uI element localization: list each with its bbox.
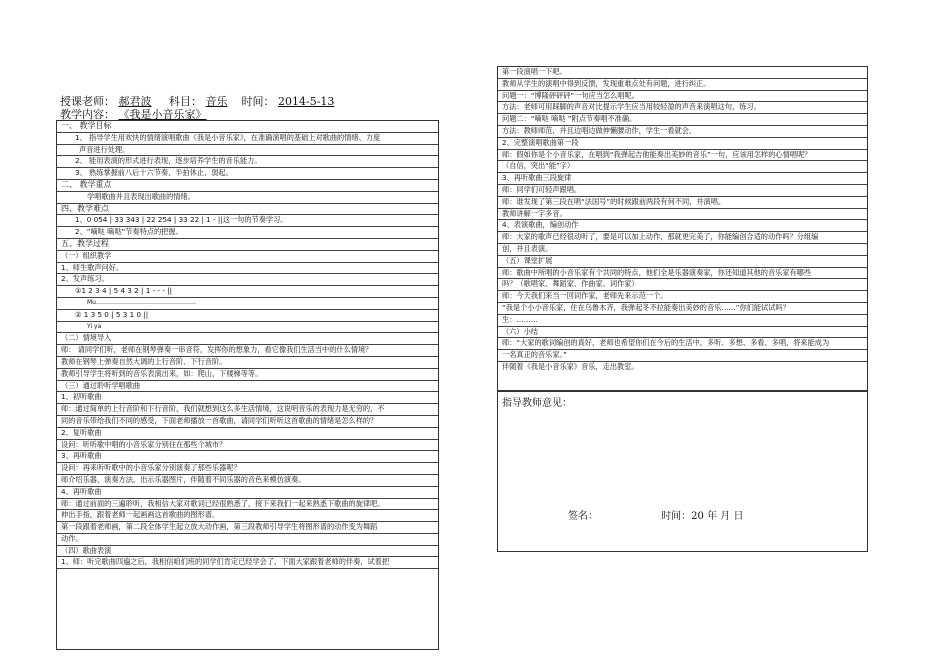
- table-row: 声音进行处理。: [57, 145, 438, 157]
- table-row: 师：同学们可轻声跟唱。: [498, 185, 867, 197]
- table-row: 教师从学生的演唱中得到反馈，发现重难点处有问题，进行纠正。: [498, 79, 867, 91]
- table-row: 同的音乐带给我们不同的感受，下面老师播放一首歌曲，请同学们听听这首歌曲的情绪是怎么样的？: [57, 416, 438, 428]
- table-row: 3、 熟练掌握前八后十六节奏、半拍休止、弱起。: [57, 168, 438, 180]
- table-row: 3、再听歌曲: [57, 451, 438, 463]
- table-row: 师：今天我们来当一回词作家，老师先来示范一个。: [498, 291, 867, 303]
- table-row: 师：通过简单的上行音阶和下行音阶，我们就想到这么多生活情境，这说明音乐的表现力是无穷的，不: [57, 404, 438, 416]
- table-row: 学唱歌曲并且表现出歌曲的情绪。: [57, 192, 438, 204]
- table-row: 一名真正的音乐家。”: [498, 350, 867, 362]
- table-row: （三）通过聆听学唱歌曲: [57, 381, 438, 393]
- signature-label: 签名：: [568, 511, 598, 522]
- table-row: 师：歌曲中所唱的小音乐家有个共同的特点，他们全是乐器演奏家，你还知道其他的音乐家有哪些: [498, 268, 867, 280]
- table-row: 师介绍乐器，演奏方法。出示乐器图片，伴随着不同乐器的音色来模仿演奏。: [57, 475, 438, 487]
- content-label: 教学内容：: [60, 108, 115, 121]
- table-row: 师：谁发现了第三段在唱“法国号”的时候跟前两段有何不同，并演唱。: [498, 197, 867, 209]
- table-row: 教师在钢琴上弹奏自然大调的上行音阶、下行音阶。: [57, 357, 438, 369]
- table-row: 四、教学难点: [57, 204, 438, 216]
- table-row: 1、师生歌声问好。: [57, 263, 438, 275]
- table-row: 1、0 054 | 33 343 | 22 254 | 33 22 | 1 - ||这一句的节奏学习。: [57, 215, 438, 227]
- table-row: 师：“大家的歌词编创的真好，老师也希望你们在今后的生活中，多听、多想、多看、多唱，将来能成为: [498, 338, 867, 350]
- table-row: 4、再听歌曲: [57, 487, 438, 499]
- table-row: 2、 能用表演的形式进行表现，逐步培养学生的音乐能力。: [57, 156, 438, 168]
- table-row: （六）小结: [498, 327, 867, 339]
- table-row: “我是个小小音乐家，住在乌鲁木齐，我弹起冬不拉能奏出美妙的音乐……”你们能试试吗？: [498, 303, 867, 315]
- date-value: 2014-5-13: [277, 95, 335, 108]
- table-row: 1、师：听完歌曲四遍之后，我相信咱们班的同学们肯定已经学会了，下面大家跟着老师的伴奏，试着把: [57, 557, 438, 569]
- table-row: 第一段跟着老师画，第二段全体学生起立放大动作画，第三段教师引导学生将图形谱的动作变为舞蹈: [57, 522, 438, 534]
- table-row: Yi ya: [57, 322, 438, 334]
- table-row: （五）课堂扩展: [498, 256, 867, 268]
- table-row: ①1 2 3 4 | 5 4 3 2 | 1 - - - ||: [57, 286, 438, 298]
- lesson-plan-right-table: [497, 66, 868, 391]
- advisor-opinion-title: 指导教师意见：: [502, 398, 572, 409]
- table-row: 1、初听歌曲: [57, 392, 438, 404]
- subject-label: 科目：: [168, 95, 202, 108]
- table-row: 生：………: [498, 315, 867, 327]
- table-row: 一、 教学目标: [57, 121, 438, 133]
- signature-line: [568, 507, 803, 522]
- header-line-1: [60, 95, 440, 108]
- table-row: 方法：老师可用踩脚的声音对比提示学生应当用较轻盈的声音来演唱这句，练习。: [498, 102, 867, 114]
- table-row: 吗？（歌唱家、舞蹈家、作曲家、词作家）: [498, 279, 867, 291]
- table-row: 动作。: [57, 534, 438, 546]
- table-row: 4、表演歌曲，编创动作: [498, 220, 867, 232]
- teacher-label: 授课老师：: [60, 95, 115, 108]
- table-row: 2、“嘀哒 嘀哒”节奏特点的把握。: [57, 227, 438, 239]
- table-row: （二）情境导入: [57, 333, 438, 345]
- table-row: （自信，突出“能”字）: [498, 161, 867, 173]
- teacher-name: 郝君波: [118, 95, 152, 108]
- table-row: 教师引导学生将听到的音乐表演出来，如：爬山，下楼梯等等。: [57, 369, 438, 381]
- table-row: 2、完整演唱歌曲第一段: [498, 138, 867, 150]
- table-row: 二、 教学重点: [57, 180, 438, 192]
- table-row: 设问：再来听听歌中的小音乐家分别演奏了那些乐器呢？: [57, 463, 438, 475]
- signature-date-label: 时间：20 年 月 日: [661, 511, 744, 522]
- table-row: 1、 指导学生用欢快的情绪演唱歌曲《我是小音乐家》，在准确演唱的基础上对歌曲的情绪、力度: [57, 133, 438, 145]
- table-row: 2、发声练习。: [57, 274, 438, 286]
- table-row: 教师讲解一字多音。: [498, 209, 867, 221]
- table-row: 2、复听歌曲: [57, 428, 438, 440]
- table-row: （一）组织教学: [57, 251, 438, 263]
- table-row: 伴随着《我是小音乐家》音乐，走出教室。: [502, 361, 639, 371]
- table-row: 方法：教师师范，并且边唱边做伸懒腰动作，学生一看就会。: [498, 126, 867, 138]
- subject-value: 音乐: [205, 95, 228, 108]
- time-label: 时间：: [241, 95, 275, 108]
- table-row: 伸出手指，跟着老师一起画画这首歌曲的图形谱。: [57, 510, 438, 522]
- table-row: 创，并且表演。: [498, 244, 867, 256]
- table-row: 第一段演唱一下吧。: [498, 67, 867, 79]
- lesson-header: [60, 95, 440, 121]
- table-row: 师：大家的歌声已经很动听了，要是可以加上动作，那就更完美了，你能编创合适的动作吗？分组编: [498, 232, 867, 244]
- table-row: 师：假如你是个小音乐家，在唱到“我弹起吉他能奏出美妙的音乐”一句，应该用怎样的心情唱呢？: [498, 150, 867, 162]
- lesson-plan-left-table: [56, 120, 439, 650]
- table-row: 3、再听歌曲三段旋律: [498, 173, 867, 185]
- table-row: Mu…………………………………………..: [57, 298, 438, 310]
- table-row: 设问：听听歌中唱的小音乐家分别住在那些个城市？: [57, 440, 438, 452]
- table-row: （四）歌曲表演: [57, 546, 438, 558]
- table-row: 问题二：“嘀哒 嘀哒 ”附点节奏唱不准确。: [498, 114, 867, 126]
- table-row: 师： 请同学们听，老师在钢琴弹奏一串音符，发挥你的想象力，看它像我们生活当中的什么情境？: [57, 345, 438, 357]
- table-row: ② 1 3 5 0 | 5 3 1 0 ||: [57, 310, 438, 322]
- table-row: 五、教学过程: [57, 239, 438, 251]
- advisor-opinion-box: [497, 391, 868, 552]
- content-value: 《我是小音乐家》: [118, 108, 207, 121]
- table-row: 师：通过前面的三遍聆听，我相信大家对歌词已经很熟悉了，接下来我们一起来熟悉下歌曲的旋律吧。: [57, 499, 438, 511]
- table-row: 问题一：“博隆砰砰砰”一句应当怎么唱呢。: [498, 91, 867, 103]
